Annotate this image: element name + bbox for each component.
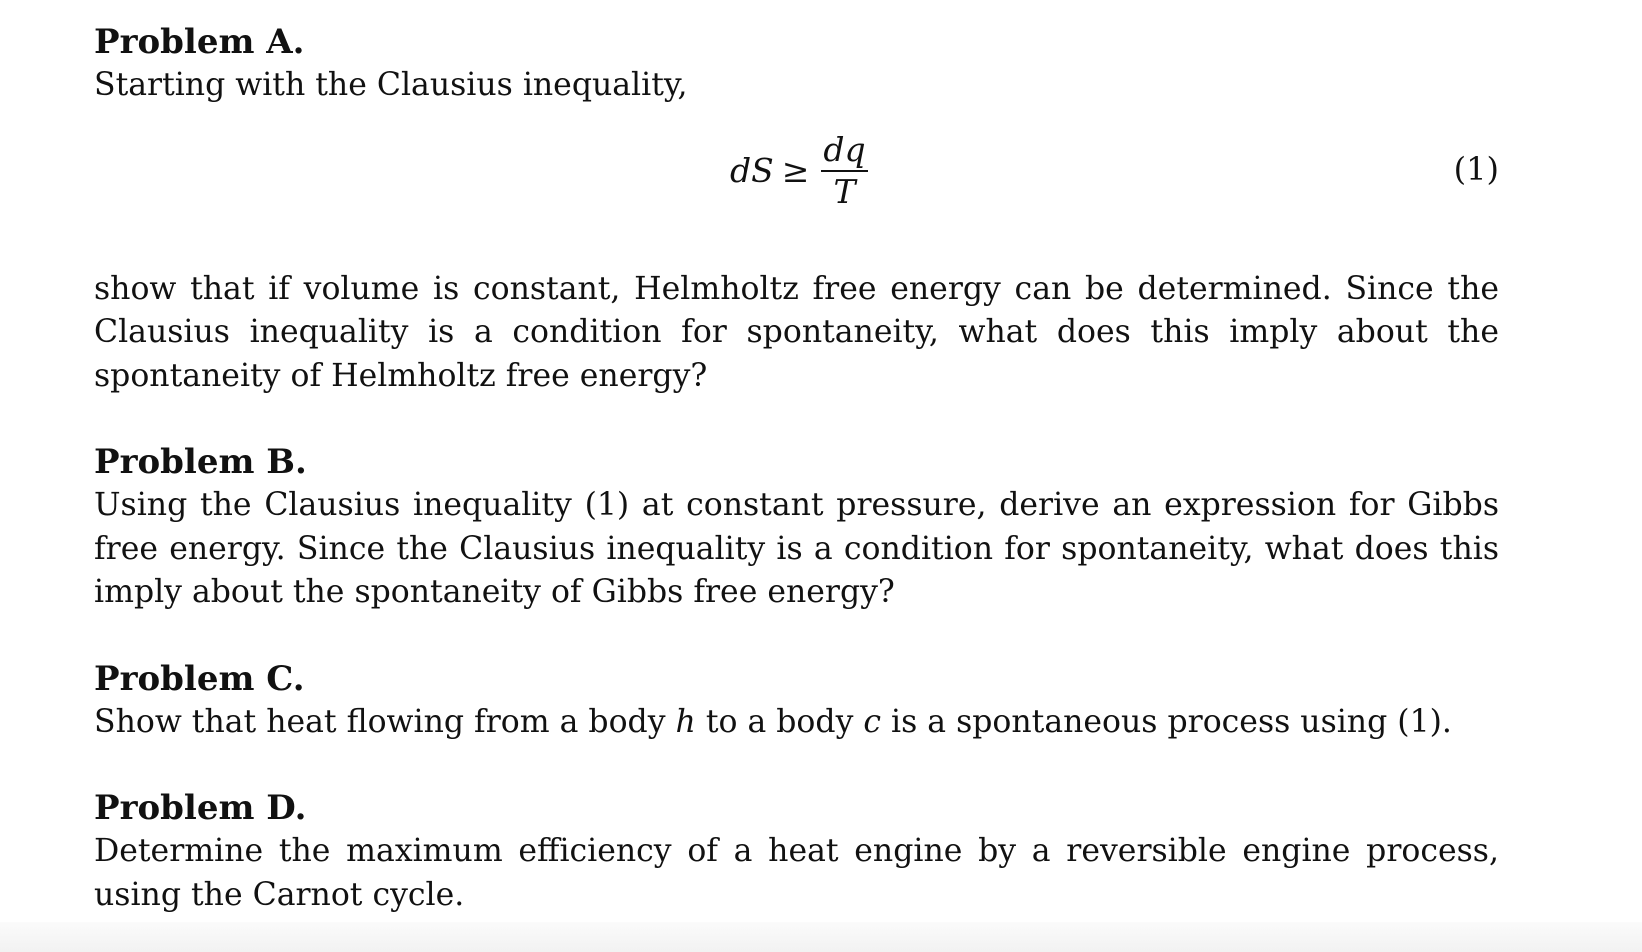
variable-c: c xyxy=(863,703,882,740)
problem-a-body: show that if volume is constant, Helmholtz free energy can be determined. Since the Clausius inequality is a condition for spontaneity, what does this imply about the spontaneity of Helmholtz free energy? xyxy=(94,270,1499,394)
document-page xyxy=(94,20,1499,917)
problem-a-title: Problem A. xyxy=(94,22,305,62)
fraction-numerator: dq xyxy=(823,129,866,169)
equation-fraction xyxy=(821,130,867,212)
problem-d-body: Determine the maximum efficiency of a heat engine by a reversible engine process, using the Carnot cycle. xyxy=(94,833,1499,913)
equation-relation: ≥ xyxy=(781,151,810,190)
problem-c-text-2: to a body xyxy=(695,703,864,740)
problem-d-title: Problem D. xyxy=(94,788,307,828)
problem-a-intro: Starting with the Clausius inequality, xyxy=(94,67,688,103)
equation-number: (1) xyxy=(1453,149,1499,188)
problem-c-body xyxy=(94,701,1499,745)
equation-body xyxy=(730,126,868,216)
problem-c-title: Problem C. xyxy=(94,658,305,699)
equation-1 xyxy=(94,108,1499,268)
bottom-edge-strip xyxy=(0,922,1642,952)
problem-b-body: Using the Clausius inequality (1) at constant pressure, derive an expression for Gibbs free energy. Since the Clausius inequality is a condition for spontaneity, what does this imply about the spontaneity of Gibbs free energy? xyxy=(94,487,1499,610)
problem-c-text-3: is a spontaneous process using (1). xyxy=(881,703,1452,740)
variable-h: h xyxy=(675,703,696,740)
problem-d xyxy=(94,786,1499,917)
fraction-denominator: T xyxy=(833,171,856,211)
equation-lhs: dS xyxy=(730,151,774,190)
problem-c xyxy=(94,657,1499,745)
problem-b-title: Problem B. xyxy=(94,442,307,482)
problem-c-text-1: Show that heat flowing from a body xyxy=(94,703,676,740)
problem-b xyxy=(94,440,1499,615)
problem-a xyxy=(94,20,1499,398)
